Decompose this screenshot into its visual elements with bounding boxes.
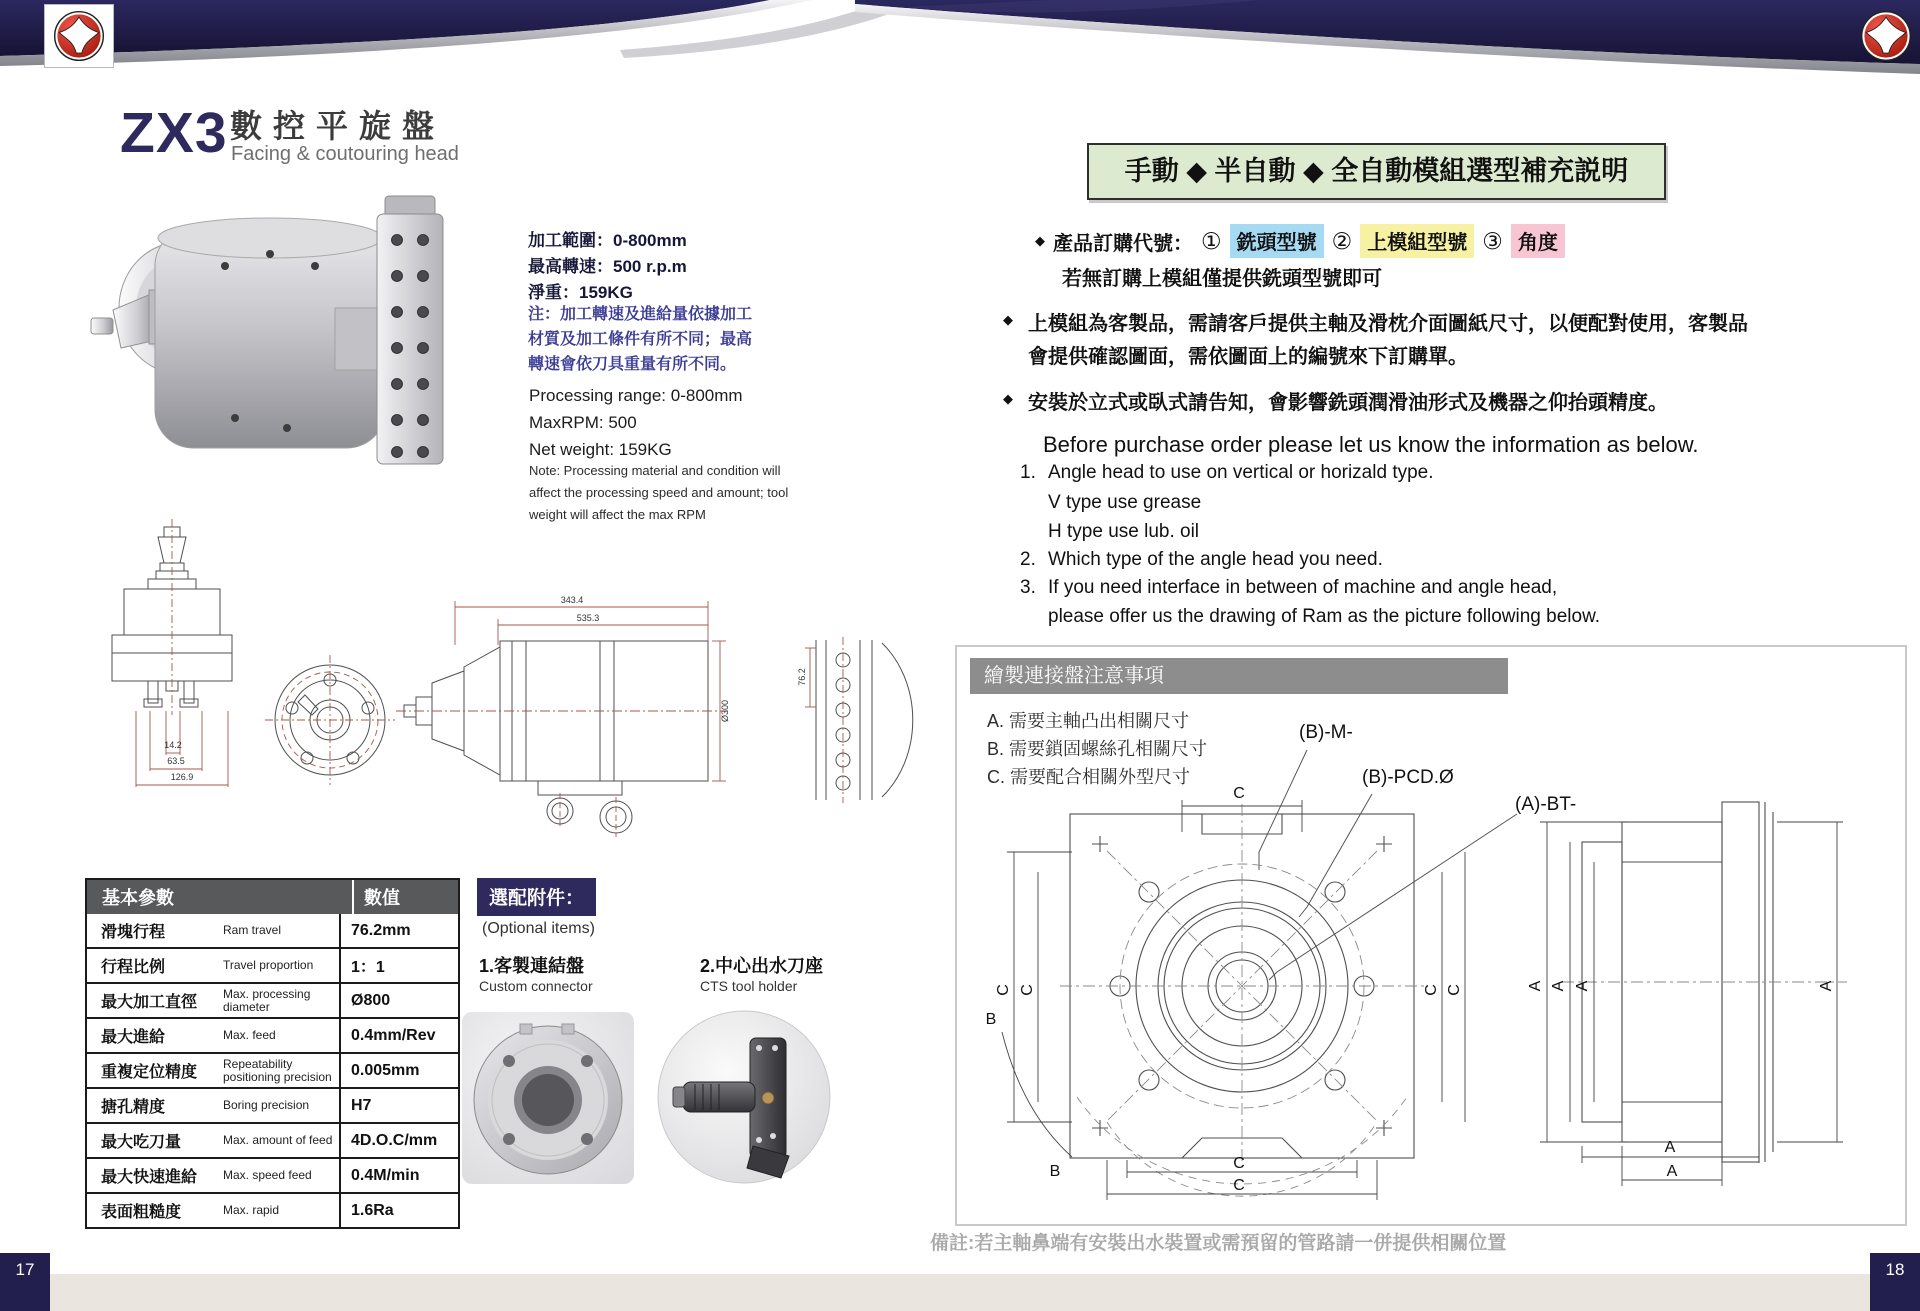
- tag-head-model: 銑頭型號: [1230, 224, 1324, 258]
- param-zh: 最大進給: [101, 1029, 166, 1046]
- list-3-line1: If you need interface in between of machine and angle head,: [1048, 577, 1558, 598]
- dim-c: C: [1446, 984, 1463, 996]
- param-zh: 最大加工直徑: [101, 994, 198, 1011]
- bullet-2-line2: 會提供確認圖面，需依圖面上的編號來下訂購單。: [1028, 346, 1468, 368]
- param-zh: 滑塊行程: [101, 924, 166, 941]
- param-en: Max. rapid: [223, 1203, 280, 1217]
- custom-connector-photo: [462, 1012, 634, 1184]
- bullet-2-line1: 上模組為客製品，需請客戶提供主軸及滑枕介面圖紙尺寸，以便配對使用，客製品: [1028, 313, 1748, 335]
- label-b-m: (B)-M-: [1299, 722, 1353, 743]
- param-value: 0.005mm: [339, 1054, 458, 1087]
- spec-zh-line: 最高轉速：500 r.p.m: [528, 257, 687, 276]
- bullet-3: 安裝於立式或臥式請告知，會影響銑頭潤滑油形式及機器之仰抬頭精度。: [1028, 392, 1668, 414]
- table-row: [87, 982, 458, 1017]
- optional-items-title: 選配附件：: [477, 878, 596, 916]
- dim-300: Ø300: [720, 699, 730, 723]
- note-zh-line: 轉速會依刀具重量有所不同。: [528, 356, 737, 373]
- panel-note-c: C. 需要配合相關外型尺寸: [987, 767, 1190, 787]
- optional-item-2-zh: 2.中心出水刀座: [700, 956, 824, 976]
- dim-c: C: [995, 984, 1012, 996]
- tag-angle: 角度: [1511, 224, 1565, 258]
- footer-strip: [0, 1274, 1920, 1311]
- list-1-line3: H type use lub. oil: [1048, 521, 1200, 542]
- table-row: [87, 1017, 458, 1052]
- bullet-1-line2: 若無訂購上模組僅提供銑頭型號即可: [1062, 268, 1382, 290]
- spec-en-line: MaxRPM: 500: [529, 413, 637, 432]
- table-row: [87, 1052, 458, 1087]
- param-zh: 最大吃刀量: [101, 1134, 182, 1151]
- panel-note-b: B. 需要鎖固螺絲孔相關尺寸: [987, 739, 1208, 759]
- param-value: 1.6Ra: [339, 1194, 458, 1227]
- list-3-line2: please offer us the drawing of Ram as the picture following below.: [1048, 606, 1601, 627]
- table-row: [87, 947, 458, 982]
- tag-upper-module-model: 上模組型號: [1360, 224, 1474, 258]
- table-row: [87, 1122, 458, 1157]
- param-zh: 行程比例: [101, 959, 166, 976]
- param-zh: 重複定位精度: [101, 1064, 198, 1081]
- list-2-line1: Which type of the angle head you need.: [1048, 549, 1383, 570]
- note-zh-line: 注：加工轉速及進給量依據加工: [528, 306, 753, 323]
- dim-76-2: 76.2: [797, 668, 807, 686]
- footnote: 備註:若主軸鼻端有安裝出水裝置或需預留的管路請一併提供相關位置: [930, 1233, 1507, 1254]
- english-heading: Before purchase order please let us know the information as below.: [1043, 432, 1699, 457]
- dim-343-4: 343.4: [560, 595, 584, 605]
- list-1-line2: V type use grease: [1048, 492, 1202, 513]
- param-zh: 表面粗糙度: [101, 1204, 182, 1221]
- param-value: 0.4mm/Rev: [339, 1019, 458, 1052]
- cts-tool-holder-photo: [655, 1008, 833, 1186]
- product-title-en: Facing & coutouring head: [231, 143, 459, 165]
- dim-14-2: 14.2: [164, 740, 182, 750]
- dim-c: C: [1233, 1177, 1245, 1194]
- param-en: Max. speed feed: [223, 1168, 312, 1182]
- param-en: Travel proportion: [223, 958, 314, 972]
- label-b-pcd: (B)-PCD.Ø: [1362, 767, 1454, 788]
- connector-drawing-panel: [955, 645, 1907, 1226]
- bullet-1: [1035, 224, 1565, 258]
- param-en: Max. processing diameter: [223, 986, 311, 1014]
- product-model: ZX3: [120, 101, 228, 165]
- diamond-bullet-icon: ◆: [1003, 312, 1013, 327]
- note-en-line: affect the processing speed and amount; tool: [529, 485, 789, 500]
- param-en: Ram travel: [223, 923, 282, 937]
- technical-drawings: [60, 515, 930, 850]
- page-number-left: 17: [0, 1253, 50, 1311]
- spec-en-line: Net weight: 159KG: [529, 440, 672, 459]
- param-value: 76.2mm: [339, 914, 458, 947]
- list-1-line1: Angle head to use on vertical or horizald type.: [1048, 462, 1434, 483]
- optional-item-2-en: CTS tool holder: [700, 978, 798, 994]
- dim-c: C: [1233, 1155, 1245, 1172]
- panel-header: 繪製連接盤注意事項: [970, 658, 1508, 694]
- logo-mark-icon: [52, 9, 106, 63]
- product-photo: [85, 190, 485, 490]
- note-en-line: Note: Processing material and condition will: [529, 463, 781, 478]
- specs-zh: [528, 228, 687, 306]
- dim-c: C: [1423, 984, 1440, 996]
- top-banner-graphic: [0, 0, 1920, 80]
- circled-3-icon: ③: [1482, 227, 1503, 254]
- dim-a: A: [1666, 1163, 1678, 1180]
- parameters-table: [85, 878, 460, 1229]
- param-zh: 搪孔精度: [101, 1099, 166, 1116]
- param-en: Max. feed: [223, 1028, 276, 1042]
- table-row: [87, 1087, 458, 1122]
- list-1-number: 1.: [1020, 462, 1036, 483]
- table-row: [87, 914, 458, 947]
- table-header-param: 基本參數: [102, 888, 174, 908]
- section-banner: 手動 ◆ 半自動 ◆ 全自動模組選型補充説明: [1087, 143, 1666, 200]
- optional-item-1-zh: 1.客製連結盤: [479, 956, 585, 976]
- table-row: [87, 1192, 458, 1227]
- spec-zh-line: 淨重：159KG: [528, 283, 633, 302]
- dim-a: A: [1574, 980, 1591, 992]
- list-2-number: 2.: [1020, 549, 1036, 570]
- param-zh: 最大快速進給: [101, 1169, 198, 1186]
- dim-c: C: [1233, 785, 1245, 802]
- label-a-bt: (A)-BT-: [1515, 794, 1577, 815]
- dim-b: B: [985, 1011, 997, 1028]
- page-number-right: 18: [1870, 1253, 1920, 1311]
- param-value: 0.4M/min: [339, 1159, 458, 1192]
- panel-note-a: A. 需要主軸凸出相關尺寸: [987, 711, 1190, 731]
- diamond-bullet-icon: ◆: [1035, 233, 1045, 248]
- param-value: 4D.O.C/mm: [339, 1124, 458, 1157]
- param-value: 1：1: [339, 949, 458, 982]
- company-logo-left: [44, 4, 114, 68]
- param-en: Repeatability positioning precision: [223, 1056, 332, 1084]
- param-en: Boring precision: [223, 1098, 310, 1112]
- list-3-number: 3.: [1020, 577, 1036, 598]
- circled-2-icon: ②: [1331, 227, 1353, 254]
- logo-mark-icon: [1859, 9, 1913, 63]
- param-value: H7: [339, 1089, 458, 1122]
- spec-zh-line: 加工範圍：0-800mm: [528, 231, 687, 250]
- table-header-value: 數值: [364, 888, 400, 908]
- param-en: Max. amount of feed: [223, 1133, 333, 1147]
- table-header-row: [87, 880, 458, 914]
- product-title-zh: 數控平旋盤: [230, 108, 446, 144]
- connector-plate-drawing: [977, 702, 1887, 1207]
- dim-a: A: [1664, 1139, 1676, 1156]
- dim-a: A: [1818, 980, 1835, 992]
- dim-126-9: 126.9: [170, 772, 194, 782]
- optional-item-1-en: Custom connector: [479, 978, 593, 994]
- dim-63-5: 63.5: [167, 756, 185, 766]
- note-en-line: weight will affect the max RPM: [529, 507, 706, 522]
- dim-535-3: 535.3: [576, 613, 600, 623]
- table-row: [87, 1157, 458, 1192]
- company-logo-right: [1858, 8, 1914, 64]
- dim-a: A: [1527, 980, 1544, 992]
- bullet-1-prefix: 產品訂購代號：: [1053, 232, 1193, 255]
- dim-b: B: [1049, 1163, 1061, 1180]
- dim-c: C: [1019, 984, 1036, 996]
- circled-1-icon: ①: [1201, 227, 1222, 254]
- spec-en-line: Processing range: 0-800mm: [529, 386, 743, 405]
- param-value: Ø800: [339, 984, 458, 1017]
- note-zh: [528, 302, 752, 377]
- dim-a: A: [1550, 980, 1567, 992]
- optional-items-subtitle: (Optional items): [482, 920, 595, 937]
- diamond-bullet-icon: ◆: [1003, 391, 1013, 406]
- note-zh-line: 材質及加工條件有所不同；最高: [528, 331, 753, 348]
- specs-en: [529, 382, 743, 463]
